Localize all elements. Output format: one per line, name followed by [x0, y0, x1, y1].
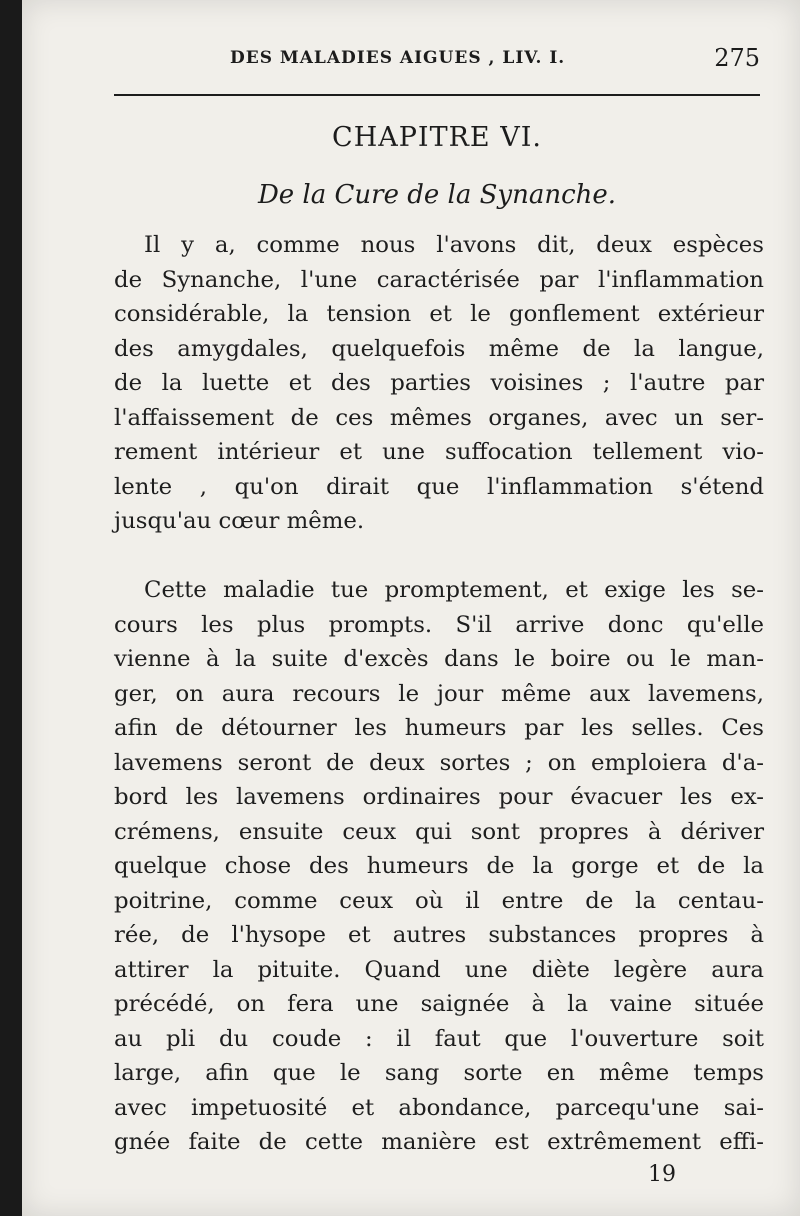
text-line: jusqu'au cœur même.	[114, 508, 365, 534]
text-line: Il y a, comme nous l'avons dit, deux espèces	[144, 232, 764, 258]
text-line: de la luette et des parties voisines ; l'autre par	[114, 370, 764, 396]
text-line: attirer la pituite. Quand une diète legère aura	[114, 956, 764, 983]
text-line: vienne à la suite d'excès dans le boire ou le man-	[114, 646, 764, 672]
text-line: bord les lavemens ordinaires pour évacuer les ex-	[114, 784, 764, 810]
text-line: afin de détourner les humeurs par les selles. Ces	[114, 715, 764, 741]
text-line: ger, on aura recours le jour même aux lavemens,	[114, 680, 764, 707]
text-line: lavemens seront de deux sortes ; on emploiera d'a-	[114, 749, 764, 776]
running-title: DES MALADIES AIGUES , LIV. I.	[230, 48, 566, 68]
text-line: poitrine, comme ceux où il entre de la centau-	[114, 887, 764, 914]
chapter-subtitle: De la Cure de la Synanche.	[257, 180, 617, 210]
text-line: crémens, ensuite ceux qui sont propres à dériver	[114, 818, 764, 845]
page-header	[230, 44, 760, 78]
book-page	[22, 0, 800, 1216]
text-line: gnée faite de cette manière est extrêmement effi-	[114, 1129, 764, 1155]
text-line: de Synanche, l'une caractérisée par l'inflammation	[114, 266, 764, 293]
header-rule	[114, 94, 760, 96]
paragraph-gap	[114, 539, 764, 574]
paragraph	[114, 573, 764, 1160]
page-number: 275	[714, 44, 760, 72]
text-line: l'affaissement de ces mêmes organes, avec un ser-	[114, 404, 764, 431]
text-line: lente , qu'on dirait que l'inflammation s'étend	[114, 473, 764, 500]
text-line: rée, de l'hysope et autres substances propres à	[114, 922, 764, 948]
body-text	[114, 228, 764, 1160]
text-line: quelque chose des humeurs de la gorge et de la	[114, 853, 764, 879]
text-line: Cette maladie tue promptement, et exige les se-	[144, 577, 764, 603]
text-line: rement intérieur et une suffocation tellement vio-	[114, 439, 764, 465]
text-line: considérable, la tension et le gonflement extérieur	[114, 301, 764, 327]
text-line: des amygdales, quelquefois même de la langue,	[114, 335, 764, 362]
text-line: précédé, on fera une saignée à la vaine située	[114, 991, 764, 1017]
chapter-title: CHAPITRE VI.	[332, 122, 542, 153]
text-line: au pli du coude : il faut que l'ouverture soit	[114, 1025, 764, 1052]
text-line: cours les plus prompts. S'il arrive donc qu'elle	[114, 611, 764, 638]
signature-mark: 19	[648, 1162, 676, 1187]
text-line: large, afin que le sang sorte en même temps	[114, 1060, 764, 1086]
paragraph	[114, 228, 764, 539]
text-line: avec impetuosité et abondance, parcequ'une sai-	[114, 1094, 764, 1121]
